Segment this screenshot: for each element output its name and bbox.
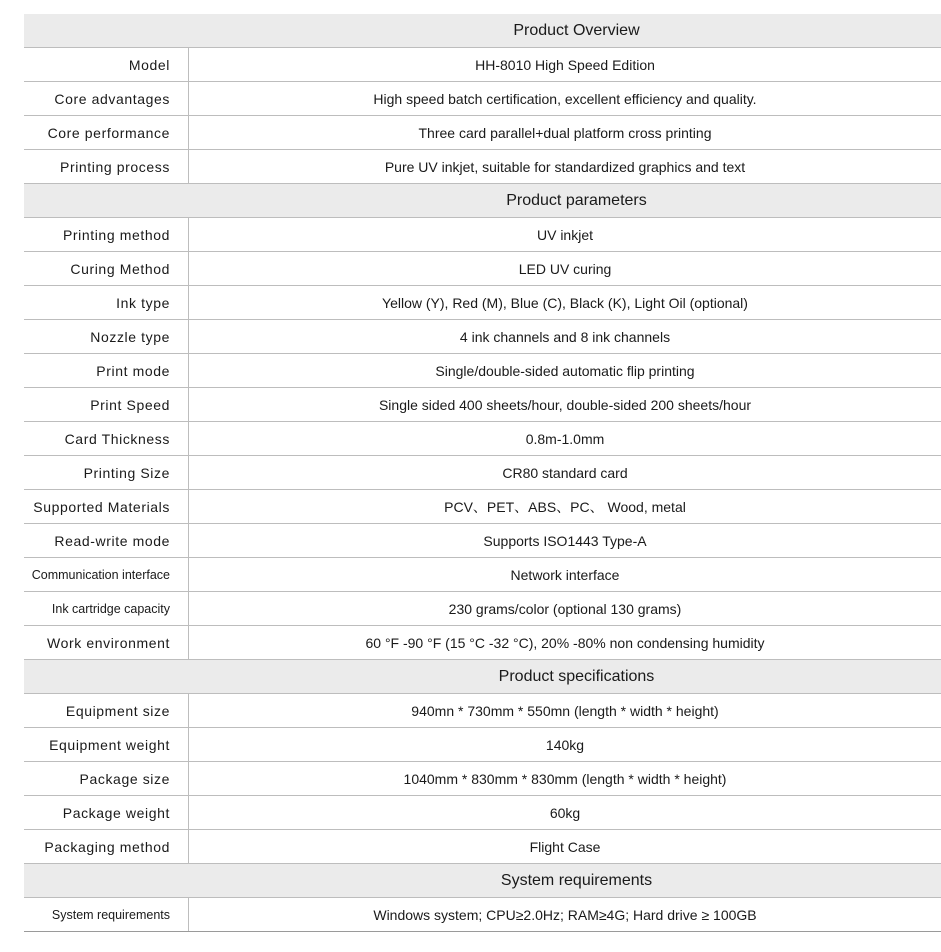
spec-label: Core advantages bbox=[54, 90, 170, 107]
spec-label: Model bbox=[128, 56, 170, 73]
spec-value: CR80 standard card bbox=[502, 464, 628, 481]
spec-row bbox=[24, 592, 941, 626]
spec-value: UV inkjet bbox=[536, 226, 594, 243]
spec-label: Curing Method bbox=[70, 260, 170, 277]
spec-value: Flight Case bbox=[529, 838, 601, 855]
spec-row bbox=[24, 626, 941, 660]
spec-row bbox=[24, 830, 941, 864]
spec-label: Print mode bbox=[96, 362, 170, 379]
spec-label: System requirements bbox=[51, 907, 170, 922]
spec-row bbox=[24, 218, 941, 252]
spec-label: Printing Size bbox=[83, 464, 170, 481]
spec-value: Supports ISO1443 Type-A bbox=[483, 532, 647, 549]
spec-value: 1040mm * 830mm * 830mm (length * width * height) bbox=[403, 770, 727, 787]
spec-row bbox=[24, 558, 941, 592]
spec-value: Windows system; CPU≥2.0Hz; RAM≥4G; Hard drive ≥ 100GB bbox=[373, 906, 757, 923]
section-header: Product specifications bbox=[24, 660, 941, 694]
spec-table bbox=[24, 14, 941, 932]
spec-value: HH-8010 High Speed Edition bbox=[475, 56, 655, 73]
spec-value: 140kg bbox=[545, 736, 585, 753]
spec-label: Supported Materials bbox=[33, 498, 170, 515]
spec-row bbox=[24, 116, 941, 150]
spec-row bbox=[24, 524, 941, 558]
spec-value: Single sided 400 sheets/hour, double-sided 200 sheets/hour bbox=[378, 396, 752, 413]
section-header: Product Overview bbox=[24, 14, 941, 48]
spec-label: Equipment size bbox=[65, 702, 170, 719]
spec-label: Package size bbox=[79, 770, 170, 787]
spec-label: Ink type bbox=[116, 294, 170, 311]
spec-label: Print Speed bbox=[90, 396, 170, 413]
spec-label: Work environment bbox=[47, 634, 170, 651]
spec-row bbox=[24, 252, 941, 286]
spec-label: Printing method bbox=[62, 226, 170, 243]
spec-value: 4 ink channels and 8 ink channels bbox=[459, 328, 671, 345]
spec-label: Equipment weight bbox=[49, 736, 170, 753]
spec-label: Ink cartridge capacity bbox=[51, 601, 170, 616]
spec-value: 0.8m-1.0mm bbox=[525, 430, 605, 447]
spec-row bbox=[24, 48, 941, 82]
spec-label: Nozzle type bbox=[90, 328, 170, 345]
spec-value: Yellow (Y), Red (M), Blue (C), Black (K), Light Oil (optional) bbox=[382, 294, 748, 311]
section-header: Product parameters bbox=[24, 184, 941, 218]
spec-row bbox=[24, 82, 941, 116]
spec-value: 940mn * 730mm * 550mn (length * width * height) bbox=[411, 702, 719, 719]
spec-value: 230 grams/color (optional 130 grams) bbox=[448, 600, 682, 617]
spec-label: Printing process bbox=[60, 158, 170, 175]
spec-label: Packaging method bbox=[44, 838, 170, 855]
spec-row bbox=[24, 762, 941, 796]
spec-row bbox=[24, 728, 941, 762]
spec-row bbox=[24, 490, 941, 524]
spec-row bbox=[24, 422, 941, 456]
section-header: System requirements bbox=[24, 864, 941, 898]
spec-label: Core performance bbox=[47, 124, 170, 141]
spec-row bbox=[24, 354, 941, 388]
spec-row bbox=[24, 456, 941, 490]
spec-value: 60kg bbox=[549, 804, 581, 821]
spec-value: LED UV curing bbox=[518, 260, 612, 277]
spec-row bbox=[24, 796, 941, 830]
spec-value: Network interface bbox=[510, 566, 620, 583]
spec-value: Single/double-sided automatic flip printing bbox=[435, 362, 695, 379]
spec-row bbox=[24, 320, 941, 354]
spec-row bbox=[24, 150, 941, 184]
spec-label: Card Thickness bbox=[64, 430, 170, 447]
spec-value: PCV、PET、ABS、PC、 Wood, metal bbox=[444, 498, 686, 515]
spec-value: High speed batch certification, excellent efficiency and quality. bbox=[373, 90, 757, 107]
spec-label: Package weight bbox=[62, 804, 170, 821]
spec-label: Communication interface bbox=[31, 567, 170, 582]
spec-value: Pure UV inkjet, suitable for standardized graphics and text bbox=[384, 158, 746, 175]
spec-label: Read-write mode bbox=[54, 532, 170, 549]
spec-row bbox=[24, 898, 941, 932]
spec-value: 60 °F -90 °F (15 °C -32 °C), 20% -80% non condensing humidity bbox=[365, 634, 765, 651]
spec-row bbox=[24, 694, 941, 728]
spec-row bbox=[24, 388, 941, 422]
spec-value: Three card parallel+dual platform cross printing bbox=[418, 124, 712, 141]
spec-row bbox=[24, 286, 941, 320]
